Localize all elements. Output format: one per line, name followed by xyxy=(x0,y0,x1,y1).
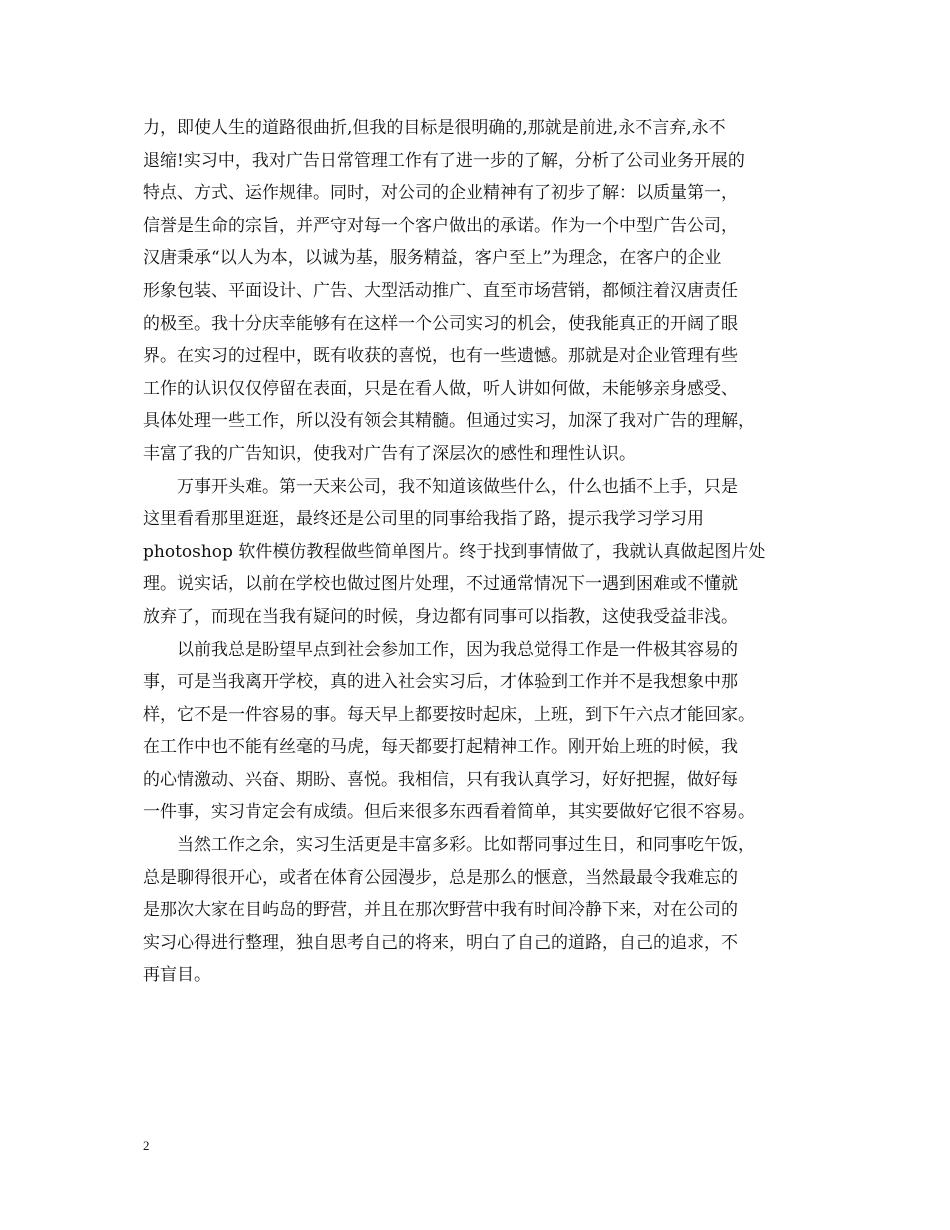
text-line: 总是聊得很开心，或者在体育公园漫步，总是那么的惬意，当然最最令我难忘的 xyxy=(143,867,738,888)
text-line: 汉唐秉承“以人为本，以诚为基，服务精益，客户至上”为理念，在客户的企业 xyxy=(143,248,722,269)
document-body xyxy=(143,112,823,992)
text-line: 力，即使人生的道路很曲折,但我的目标是很明确的,那就是前进,永不言弃,永不 xyxy=(143,118,726,138)
text-line: 工作的认识仅仅停留在表面，只是在看人做，听人讲如何做，未能够亲身感受、 xyxy=(143,378,738,399)
text-line: 界。在实习的过程中，既有收获的喜悦，也有一些遗憾。那就是对企业管理有些 xyxy=(143,346,738,367)
text-line: 在工作中也不能有丝毫的马虎，每天都要打起精神工作。刚开始上班的时候，我 xyxy=(143,737,738,758)
text-line: 丰富了我的广告知识，使我对广告有了深层次的感性和理性认识。 xyxy=(143,443,636,464)
page-number: 2 xyxy=(143,1138,150,1153)
text-line: 的心情激动、兴奋、期盼、喜悦。我相信，只有我认真学习，好好把握，做好每 xyxy=(143,769,738,790)
text-line: 事，可是当我离开学校，真的进入社会实习后，才体验到工作并不是我想象中那 xyxy=(143,672,738,693)
text-line: photoshop 软件模仿教程做些简单图片。终于找到事情做了，我就认真做起图片处 xyxy=(143,541,766,562)
text-line: 的极至。我十分庆幸能够有在这样一个公司实习的机会，使我能真正的开阔了眼 xyxy=(143,313,738,334)
text-line: 特点、方式、运作规律。同时，对公司的企业精神有了初步了解：以质量第一， xyxy=(143,183,738,204)
text-line: 这里看看那里逛逛，最终还是公司里的同事给我指了路，提示我学习学习用 xyxy=(143,509,704,530)
text-line: 万事开头难。第一天来公司，我不知道该做些什么，什么也插不上手，只是 xyxy=(177,476,738,497)
text-line: 信誉是生命的宗旨，并严守对每一个客户做出的承诺。作为一个中型广告公司， xyxy=(143,215,738,236)
text-line: 退缩!实习中，我对广告日常管理工作有了进一步的了解，分析了公司业务开展的 xyxy=(143,150,745,171)
text-line: 具体处理一些工作，所以没有领会其精髓。但通过实习，加深了我对广告的理解， xyxy=(143,411,755,432)
text-line: 以前我总是盼望早点到社会参加工作，因为我总觉得工作是一件极其容易的 xyxy=(177,639,738,660)
text-line: 再盲目。 xyxy=(143,965,211,986)
text-line: 放弃了，而现在当我有疑问的时候，身边都有同事可以指教，这使我受益非浅。 xyxy=(143,606,738,627)
text-line: 实习心得进行整理，独自思考自己的将来，明白了自己的道路，自己的追求，不 xyxy=(143,932,738,953)
text-line: 理。说实话，以前在学校也做过图片处理，不过通常情况下一遇到困难或不懂就 xyxy=(143,574,738,595)
text-line: 样，它不是一件容易的事。每天早上都要按时起床，上班，到下午六点才能回家。 xyxy=(143,704,755,725)
text-line: 是那次大家在目屿岛的野营，并且在那次野营中我有时间冷静下来，对在公司的 xyxy=(143,900,738,921)
text-line: 一件事，实习肯定会有成绩。但后来很多东西看着简单，其实要做好它很不容易。 xyxy=(143,802,755,823)
text-line: 当然工作之余，实习生活更是丰富多彩。比如帮同事过生日，和同事吃午饭， xyxy=(177,835,755,856)
text-line: 形象包装、平面设计、广告、大型活动推广、直至市场营销，都倾注着汉唐责任 xyxy=(143,280,738,301)
